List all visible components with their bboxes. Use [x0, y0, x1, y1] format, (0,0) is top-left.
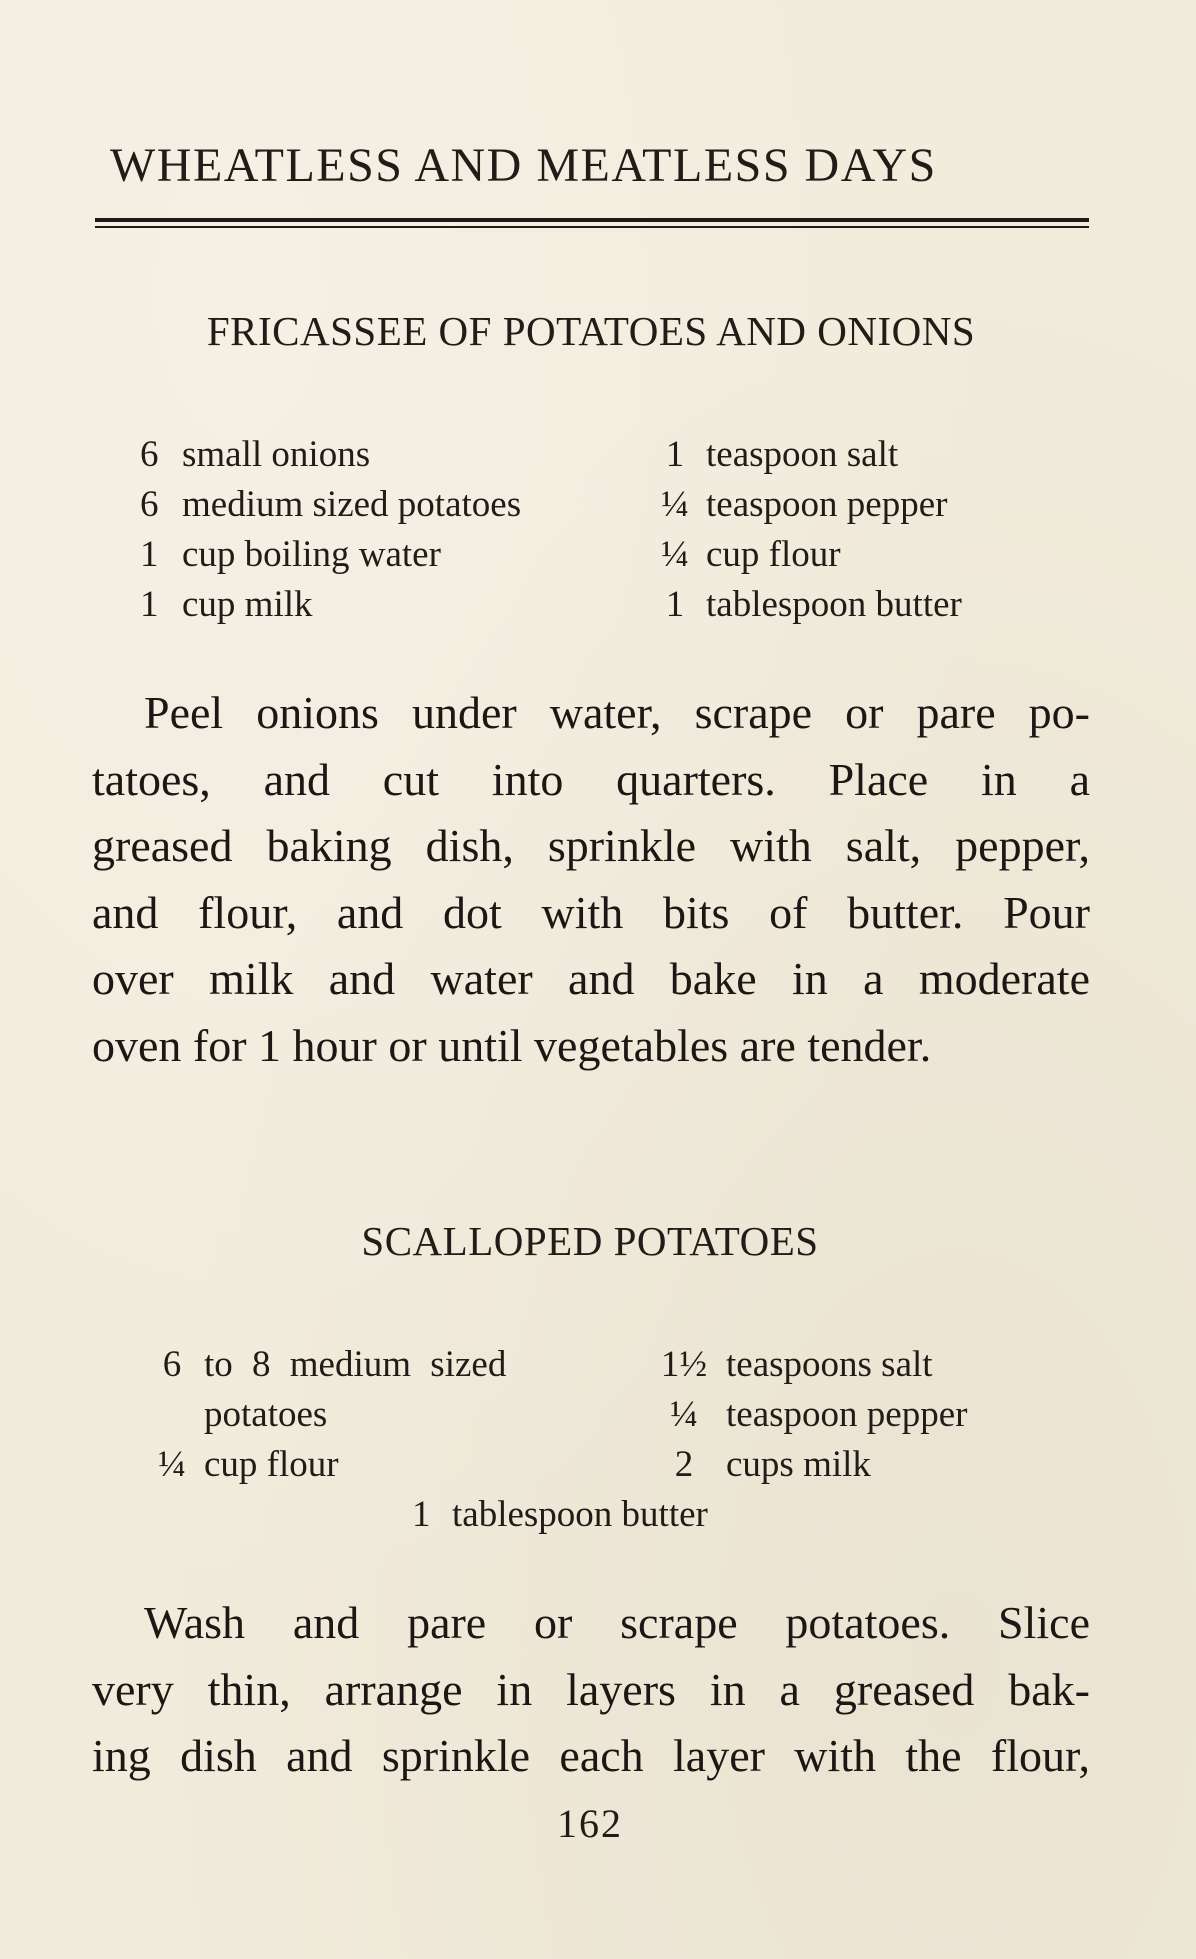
ingredient-line	[140, 1340, 506, 1390]
ingredient-qty: 6	[140, 434, 159, 475]
ingredient-qty: 1½	[660, 1344, 708, 1385]
running-head: WHEATLESS AND MEATLESS DAYS	[110, 139, 937, 192]
ingredient-item: cup boiling water	[182, 534, 441, 575]
ingredient-qty: ¼	[661, 484, 689, 525]
ingredient-qty: ¼	[158, 1444, 186, 1485]
paragraph-line: oven for 1 hour or until vegetables are tender.	[92, 1019, 932, 1071]
ingredient-item: cup flour	[706, 534, 841, 575]
ingredient-item: small onions	[182, 434, 371, 475]
ingredient-line	[642, 1440, 967, 1490]
ingredient-item: to 8 medium sized	[204, 1344, 507, 1385]
ingredient-item: teaspoon pepper	[726, 1394, 968, 1435]
method-paragraph-scalloped	[92, 1590, 1090, 1790]
paragraph-line: and flour, and dot with bits of butter. Pour	[92, 886, 1090, 938]
ingredient-line	[140, 1440, 506, 1490]
ingredient-line	[644, 580, 962, 630]
ingredient-line	[140, 580, 521, 630]
paragraph-line: ing dish and sprinkle each layer with the flour,	[92, 1730, 1090, 1781]
ingredient-item: tablespoon butter	[706, 584, 962, 625]
ingredient-qty: 1	[665, 434, 685, 475]
ingredient-item: teaspoon pepper	[706, 484, 948, 525]
ingredient-item: cups milk	[726, 1444, 871, 1485]
ingredient-line	[642, 1390, 967, 1440]
ingredient-item: cup milk	[182, 584, 313, 625]
ingredient-line	[140, 1390, 506, 1440]
page-number: 162	[557, 1801, 623, 1846]
ingredient-line	[140, 430, 521, 480]
ingredient-line	[140, 480, 521, 530]
ingredient-item: potatoes	[204, 1394, 328, 1435]
ingredient-qty: 6	[162, 1344, 182, 1385]
ingredient-line	[642, 1340, 967, 1390]
ingredient-line	[644, 480, 962, 530]
ingredient-item: cup flour	[204, 1444, 339, 1485]
paragraph-line: over milk and water and bake in a moderate	[92, 953, 1090, 1004]
ingredient-qty: 1	[412, 1494, 431, 1535]
paragraph-line: tatoes, and cut into quarters. Place in a	[92, 753, 1090, 805]
ingredient-line	[644, 430, 962, 480]
ingredient-line	[644, 530, 962, 580]
paragraph-line: greased baking dish, sprinkle with salt, pepper,	[92, 820, 1090, 871]
ingredient-list-left	[140, 1340, 506, 1490]
paragraph-line: Peel onions under water, scrape or pare po-	[144, 687, 1090, 738]
paragraph-line: Wash and pare or scrape potatoes. Slice	[144, 1597, 1090, 1648]
recipe-title-scalloped: SCALLOPED POTATOES	[361, 1218, 819, 1264]
ingredient-line	[140, 530, 521, 580]
ingredient-item: teaspoon salt	[706, 434, 899, 475]
ingredient-qty: ¼	[661, 534, 689, 575]
ingredient-qty: 2	[674, 1444, 694, 1485]
method-paragraph-fricassee	[92, 680, 1090, 1079]
paragraph-line: very thin, arrange in layers in a greased bak-	[92, 1663, 1090, 1715]
ingredient-list-left	[140, 430, 521, 630]
ingredient-item: teaspoons salt	[726, 1344, 933, 1385]
ingredient-list-right	[642, 1340, 967, 1490]
ingredient-item: tablespoon butter	[452, 1494, 708, 1535]
header-rule-thin	[95, 226, 1089, 228]
ingredient-qty: 1	[140, 584, 159, 625]
ingredient-list-right	[644, 430, 962, 630]
ingredient-qty: 6	[140, 484, 159, 525]
header-rule-thick	[95, 218, 1089, 222]
ingredient-line-center	[412, 1490, 708, 1540]
ingredient-item: medium sized potatoes	[182, 484, 522, 525]
ingredient-qty: 1	[140, 534, 159, 575]
recipe-title-fricassee: FRICASSEE OF POTATOES AND ONIONS	[206, 308, 976, 354]
ingredient-qty: ¼	[670, 1394, 698, 1435]
ingredient-qty: 1	[665, 584, 685, 625]
